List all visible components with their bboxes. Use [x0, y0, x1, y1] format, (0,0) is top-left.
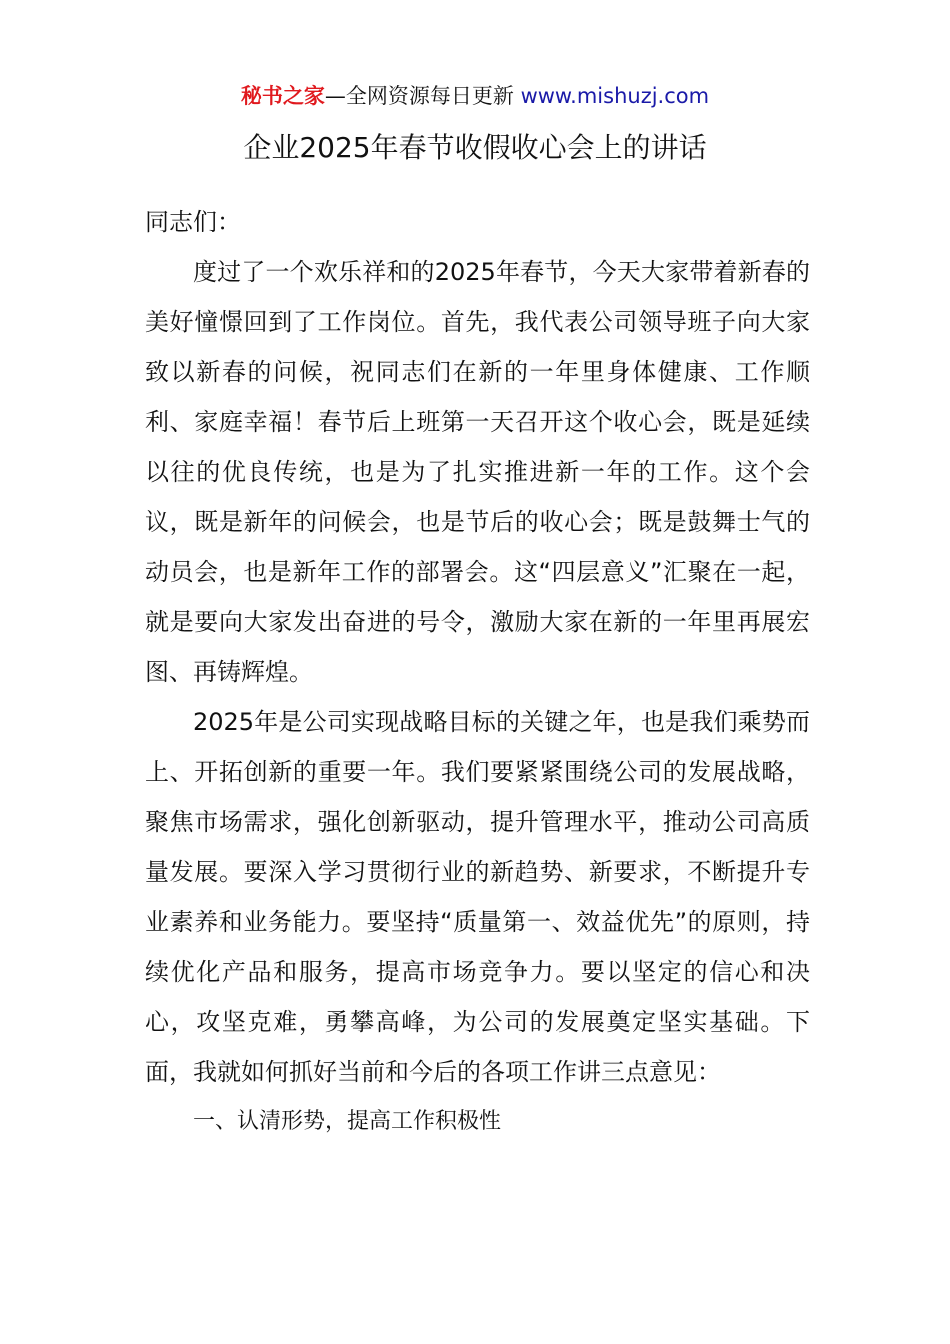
document-body	[145, 197, 810, 1147]
site-url-link[interactable]: www.mishuzj.com	[520, 84, 710, 108]
site-header	[0, 80, 950, 112]
site-tagline: —全网资源每日更新	[324, 84, 521, 108]
salutation: 同志们：	[145, 208, 241, 236]
paragraph-1: 度过了一个欢乐祥和的2025年春节，今天大家带着新春的美好憧憬回到了工作岗位。首先，我代表公司领导班子向大家致以新春的问候，祝同志们在新的一年里身体健康、工作顺利、家庭幸福！春节后上班第一天召开这个收心会，既是延续以往的优良传统，也是为了扎实推进新一年的工作。这个会议，既是新年的问候会，也是节后的收心会；既是鼓舞士气的动员会，也是新年工作的部署会。这“四层意义”汇聚在一起，就是要向大家发出奋进的号令，激励大家在新的一年里再展宏图、再铸辉煌。	[145, 258, 810, 686]
document-title: 企业2025年春节收假收心会上的讲话	[243, 131, 707, 164]
section-heading-1: 一、认清形势，提高工作积极性	[193, 1109, 502, 1134]
paragraph-2: 2025年是公司实现战略目标的关键之年，也是我们乘势而上、开拓创新的重要一年。我们要紧紧围绕公司的发展战略，聚焦市场需求，强化创新驱动，提升管理水平，推动公司高质量发展。要深入学习贯彻行业的新趋势、新要求，不断提升专业素养和业务能力。要坚持“质量第一、效益优先”的原则，持续优化产品和服务，提高市场竞争力。要以坚定的信心和决心，攻坚克难，勇攀高峰，为公司的发展奠定坚实基础。下面，我就如何抓好当前和今后的各项工作讲三点意见：	[145, 708, 810, 1086]
site-brand: 秘书之家	[240, 84, 325, 108]
